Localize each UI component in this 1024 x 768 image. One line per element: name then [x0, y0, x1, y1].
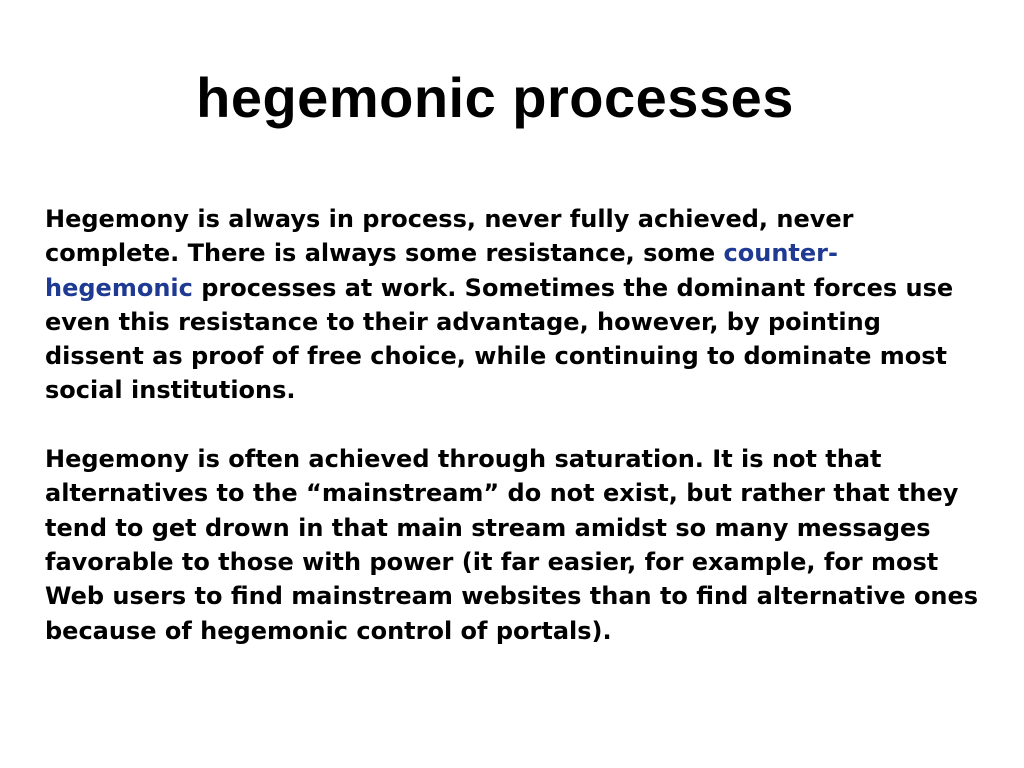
paragraph-1-intro: Hegemony is always in process, never fully achieved, never complete. There is always some resistance, some: [45, 205, 854, 268]
paragraph-1-rest: processes at work. Sometimes the dominant forces use even this resistance to their advantage, however, by pointing dissent as proof of free choice, while continuing to dominate most social institutions.: [45, 273, 954, 405]
slide-title: hegemonic processes: [196, 66, 794, 129]
counter-hegemonic-link[interactable]: counter-hegemonic: [45, 239, 838, 302]
slide-body: [45, 202, 985, 648]
paragraph-1: [45, 202, 985, 408]
paragraph-2: Hegemony is often achieved through saturation. It is not that alternatives to the “mainstream” do not exist, but rather that they tend to get drown in that main stream amidst so many messages favorable to those with power (it far easier, for example, for most Web users to find mainstream websites than to find alternative ones because of hegemonic control of portals).: [45, 445, 979, 645]
